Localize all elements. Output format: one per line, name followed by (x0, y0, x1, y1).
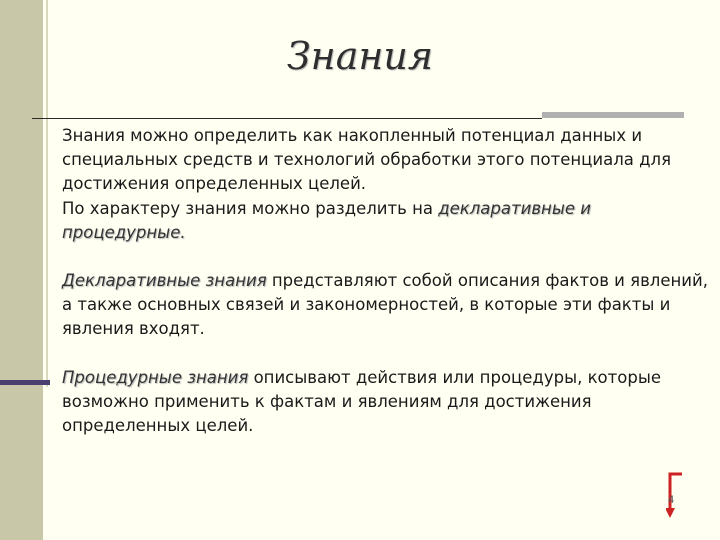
procedural-text: описывают действия или процедуры, которые возможно применить к фактам и явлениям для достижения определенных целей. (62, 367, 662, 436)
slide-body (62, 124, 712, 438)
classification-text: По характеру знания можно разделить на (62, 198, 439, 218)
title-accent-bar (542, 112, 684, 118)
paragraph-classification (62, 197, 712, 245)
left-sidebar-band (0, 0, 43, 540)
title-divider (32, 118, 542, 119)
paragraph-gap (62, 342, 712, 366)
sidebar-accent-bar (0, 380, 50, 385)
slide-title: Знания (287, 34, 434, 78)
procedural-term: Процедурные знания (62, 367, 249, 387)
declarative-term: Декларативные знания (62, 271, 267, 291)
classification-terms: декларативные и процедурные. (62, 198, 591, 242)
paragraph-definition: Знания можно определить как накопленный потенциал данных и специальных средств и технологий обработки этого потенциала для достижения определенных целей. (62, 126, 672, 194)
paragraph-gap (62, 245, 712, 269)
paragraph-declarative (62, 269, 712, 342)
paragraph-procedural (62, 366, 712, 439)
declarative-text: представляют собой описания фактов и явлений, а также основных связей и закономерностей, в которые эти факты и явления входят. (62, 271, 708, 339)
sidebar-edge-line (46, 0, 48, 387)
page-number: 4 (668, 494, 675, 506)
